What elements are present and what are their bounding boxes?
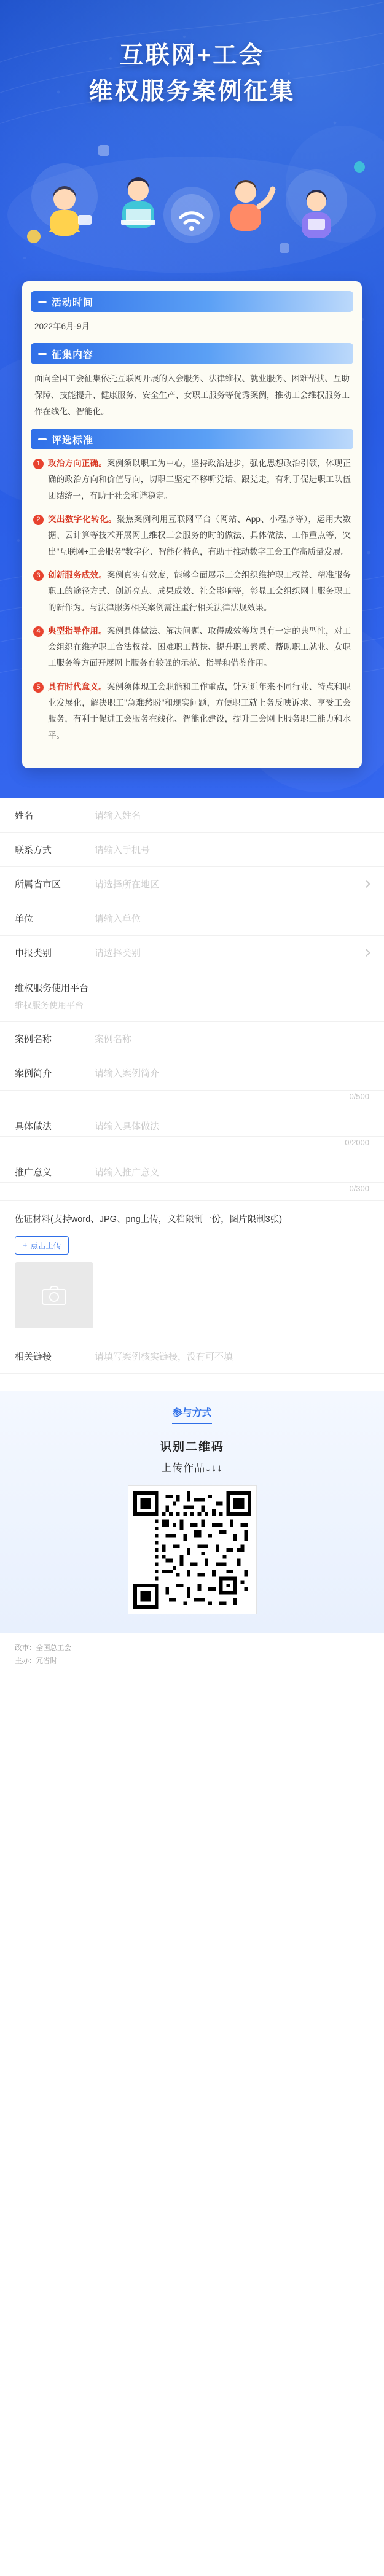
practice-textarea[interactable]: 请输入具体做法 xyxy=(95,1121,160,1132)
criteria-number: 2 xyxy=(33,515,44,525)
criteria-body: 聚焦案例利用互联网平台（网站、App、小程序等），运用大数据、云计算等技术开展网上维权工会服务的时的做法、具体做法、工作重点等，突出"互联网+工会服务"数字化、智能化特色，有助于推动数字工会工作高质量发展。 xyxy=(48,514,351,556)
criteria-item xyxy=(31,567,353,616)
section-header-criteria xyxy=(31,429,353,449)
counter-significance: 0/300 xyxy=(349,1184,369,1193)
criteria-text xyxy=(48,623,351,672)
form-row-significance[interactable] xyxy=(0,1137,384,1183)
criteria-text xyxy=(48,679,351,744)
link-input[interactable]: 请填写案例核实链接，没有可不填 xyxy=(95,1351,233,1362)
header-bar-icon xyxy=(38,301,47,303)
header-bar-icon xyxy=(38,353,47,355)
form-row-practice[interactable] xyxy=(0,1091,384,1137)
field-label-category: 申报类别 xyxy=(15,948,52,959)
field-label-significance: 推广意义 xyxy=(15,1167,52,1178)
wifi-icon xyxy=(163,187,220,243)
field-label-link: 相关链接 xyxy=(15,1351,52,1362)
field-label-organization: 单位 xyxy=(15,914,34,924)
footer-line-1: 政审：全国总工会 xyxy=(15,1644,71,1652)
field-label-contact: 联系方式 xyxy=(15,845,52,855)
form-row-organization[interactable] xyxy=(0,901,384,936)
section-title-activity-time: 活动时间 xyxy=(52,297,94,308)
contact-input[interactable]: 请输入手机号 xyxy=(95,845,151,855)
field-label-case-name: 案例名称 xyxy=(15,1034,52,1045)
criteria-text xyxy=(48,512,351,560)
plus-icon: + xyxy=(23,1240,28,1250)
footer-line-2: 主办：冗省时 xyxy=(15,1657,57,1665)
hero-illustration xyxy=(0,123,384,276)
field-label-name: 姓名 xyxy=(15,811,34,821)
upload-button-label: 点击上传 xyxy=(30,1241,61,1250)
section-body-collection-content: 面向全国工会征集依托互联网开展的入会服务、法律维权、就业服务、困难帮扶、互助保障、技能提升、健康服务、安全生产、女职工服务等优秀案例，推动工会维权服务工作在线化、智能化。 xyxy=(34,374,350,416)
hero-banner xyxy=(0,0,384,798)
criteria-bold-lead: 具有时代意义。 xyxy=(48,682,107,691)
criteria-bold-lead: 创新服务成效。 xyxy=(48,570,107,580)
counter-row-significance xyxy=(0,1183,384,1201)
section-title-collection-content: 征集内容 xyxy=(52,349,94,360)
join-title: 参与方式 xyxy=(172,1405,211,1424)
hero-title-line-2: 维权服务案例征集 xyxy=(88,78,296,105)
section-body-activity-time: 2022年6月-9月 xyxy=(34,322,90,331)
criteria-item xyxy=(31,623,353,672)
criteria-number: 4 xyxy=(33,626,44,637)
upload-button[interactable] xyxy=(15,1236,69,1255)
criteria-text xyxy=(48,456,351,504)
criteria-bold-lead: 突出数字化转化。 xyxy=(48,514,117,524)
organization-input[interactable]: 请输入单位 xyxy=(95,914,141,924)
chevron-right-icon[interactable] xyxy=(362,880,370,888)
field-label-region: 所属省市区 xyxy=(15,879,61,890)
qr-code-container[interactable] xyxy=(128,1485,257,1614)
qr-code-icon xyxy=(133,1491,251,1609)
chevron-right-icon[interactable] xyxy=(362,949,370,957)
hero-title-block xyxy=(0,0,384,110)
significance-textarea[interactable]: 请输入推广意义 xyxy=(95,1167,160,1178)
criteria-item xyxy=(31,512,353,560)
name-input[interactable]: 请输入姓名 xyxy=(95,811,141,821)
section-title-criteria: 评选标准 xyxy=(52,435,94,446)
criteria-item xyxy=(31,679,353,744)
field-label-case-summary: 案例简介 xyxy=(15,1068,52,1079)
region-select[interactable]: 请选择所在地区 xyxy=(95,879,160,890)
category-select[interactable]: 请选择类别 xyxy=(95,948,141,959)
form-row-link[interactable] xyxy=(0,1339,384,1374)
case-summary-input[interactable]: 请输入案例简介 xyxy=(95,1068,160,1079)
form-row-contact[interactable] xyxy=(0,833,384,867)
field-label-practice: 具体做法 xyxy=(15,1121,52,1132)
content-card xyxy=(22,281,362,768)
upload-thumbnail-placeholder[interactable] xyxy=(15,1262,93,1328)
criteria-number: 1 xyxy=(33,459,44,469)
section-header-collection-content xyxy=(31,343,353,364)
header-bar-icon xyxy=(38,438,47,440)
section-header-activity-time xyxy=(31,291,353,312)
criteria-body: 案例须体现工会职能和工作重点，针对近年来不同行业、特点和职业发展化，解决职工"急难愁盼"和现实问题，方便职工就上务反映诉求、享受工会服务，有利于促进工会服务在线化、智能化建设，提升工会网上服务职工能力和水平。 xyxy=(48,682,351,740)
submission-form xyxy=(0,798,384,1380)
hero-title-line-1: 互联网+工会 xyxy=(119,42,265,69)
criteria-number: 3 xyxy=(33,570,44,581)
form-row-name[interactable] xyxy=(0,798,384,833)
counter-case-summary: 0/500 xyxy=(349,1092,369,1101)
criteria-body: 案例真实有效度，能够全面展示工会组织维护职工权益、精准服务职工的途径方式、创新亮点、成果成效、社会影响等，彰显工会组织网上服务职工的新作为。与法律服务相关案例需注重行相关法律法规效果。 xyxy=(48,570,351,612)
criteria-bold-lead: 典型指导作用。 xyxy=(48,626,107,636)
platform-input[interactable]: 维权服务使用平台 xyxy=(0,997,384,1022)
counter-practice: 0/2000 xyxy=(345,1138,369,1147)
upload-area xyxy=(0,1234,384,1339)
upload-note: 佐证材料(支持word、JPG、png上传，文档限制一份，图片限制3张) xyxy=(15,1215,283,1224)
form-row-case-name[interactable] xyxy=(0,1022,384,1056)
join-line-1: 识别二维码 xyxy=(159,1440,224,1453)
footer xyxy=(0,1633,384,1681)
criteria-text xyxy=(48,567,351,616)
join-line-2: 上传作品↓↓↓ xyxy=(161,1461,223,1474)
criteria-body: 案例须以职工为中心，坚持政治进步，强化思想政治引领，体现正确的政治方向和价值导向，切职工坚定不移听党话、跟党走，有利于促进职工队伍团结统一，有助于社会和谐稳定。 xyxy=(48,459,351,500)
platform-label: 维权服务使用平台 xyxy=(15,983,89,994)
criteria-bold-lead: 政治方向正确。 xyxy=(48,459,107,468)
form-row-case-summary[interactable] xyxy=(0,1056,384,1091)
form-row-category[interactable] xyxy=(0,936,384,970)
join-section xyxy=(0,1391,384,1633)
criteria-body: 案例具体做法、解决问题、取得成效等均具有一定的典型性，对工会组织在维护职工合法权益、困难职工帮扶、提升职工素质、帮助职工就业、女职工服务等方面开展网上服务有较强的示范、指导和借鉴作用。 xyxy=(48,626,351,668)
criteria-item xyxy=(31,456,353,504)
camera-icon xyxy=(42,1285,66,1305)
case-name-input[interactable]: 案例名称 xyxy=(95,1034,132,1045)
criteria-number: 5 xyxy=(33,682,44,693)
form-row-region[interactable] xyxy=(0,867,384,901)
